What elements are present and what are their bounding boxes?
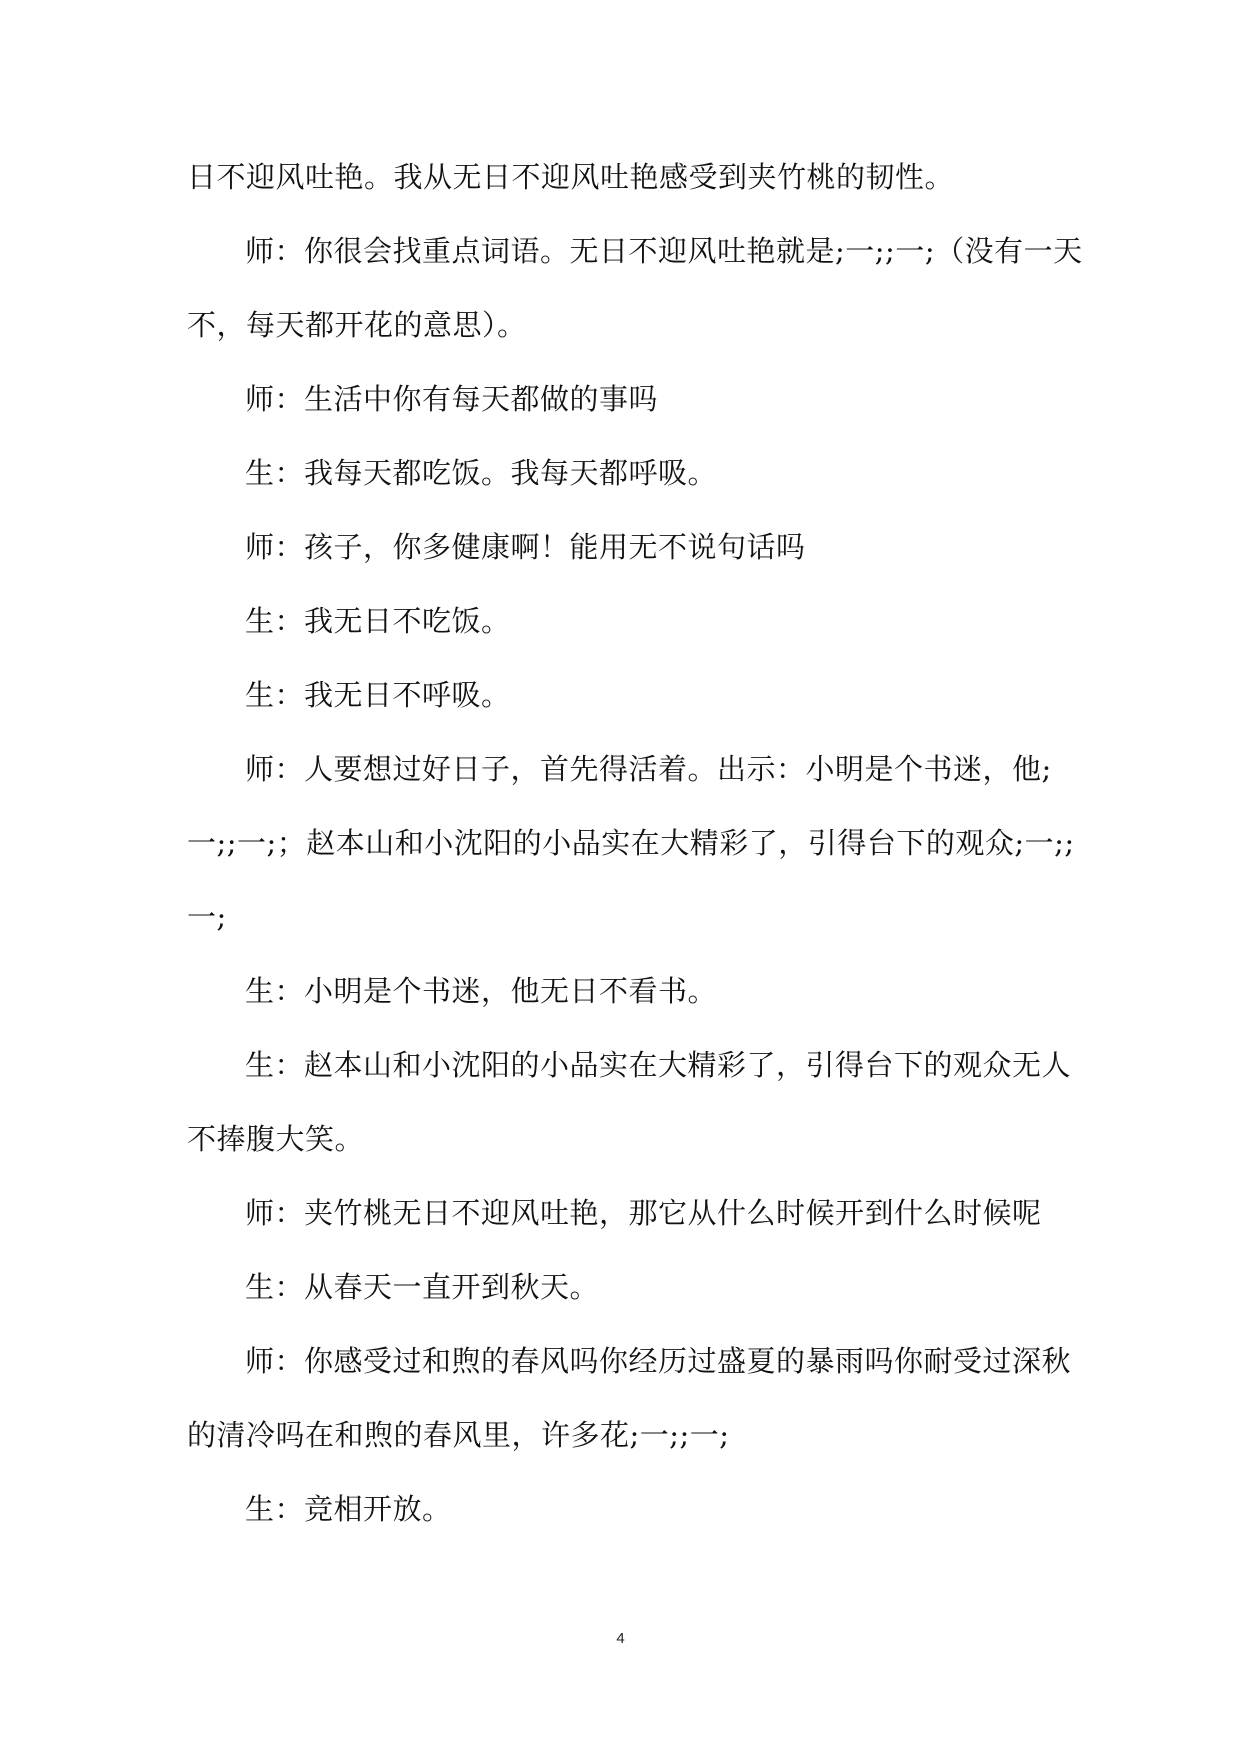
text-line: 生：我每天都吃饭。我每天都呼吸。 [245,456,718,490]
text-line: 生：从春天一直开到秋天。 [245,1270,600,1304]
text-line: 一;;一;；赵本山和小沈阳的小品实在大精彩了，引得台下的观众;一;; [187,826,1075,860]
text-line: 生：我无日不呼吸。 [245,678,511,712]
text-line: 不捧腹大笑。 [187,1122,365,1156]
text-line: 师：生活中你有每天都做的事吗 [245,382,659,416]
text-line: 生：赵本山和小沈阳的小品实在大精彩了，引得台下的观众无人 [245,1048,1072,1082]
text-line: 不，每天都开花的意思）。 [187,308,527,342]
text-line: 日不迎风吐艳。我从无日不迎风吐艳感受到夹竹桃的韧性。 [187,160,955,194]
text-line: 生：竞相开放。 [245,1492,452,1526]
page-number: 4 [616,1630,625,1647]
text-line: 生：我无日不吃饭。 [245,604,511,638]
text-line: 师：夹竹桃无日不迎风吐艳，那它从什么时候开到什么时候呢 [245,1196,1042,1230]
text-line: 生：小明是个书迷，他无日不看书。 [245,974,718,1008]
text-line: 师：你很会找重点词语。无日不迎风吐艳就是;一;;一;（没有一天 [245,234,1083,268]
text-line: 师：你感受过和煦的春风吗你经历过盛夏的暴雨吗你耐受过深秋 [245,1344,1072,1378]
body-text [187,140,1083,1546]
text-line: 的清冷吗在和煦的春风里，许多花;一;;一; [187,1418,730,1452]
text-line: 师：孩子，你多健康啊！能用无不说句话吗 [245,530,806,564]
text-line: 一; [187,900,227,934]
text-line: 师：人要想过好日子，首先得活着。出示：小明是个书迷，他; [245,752,1052,786]
